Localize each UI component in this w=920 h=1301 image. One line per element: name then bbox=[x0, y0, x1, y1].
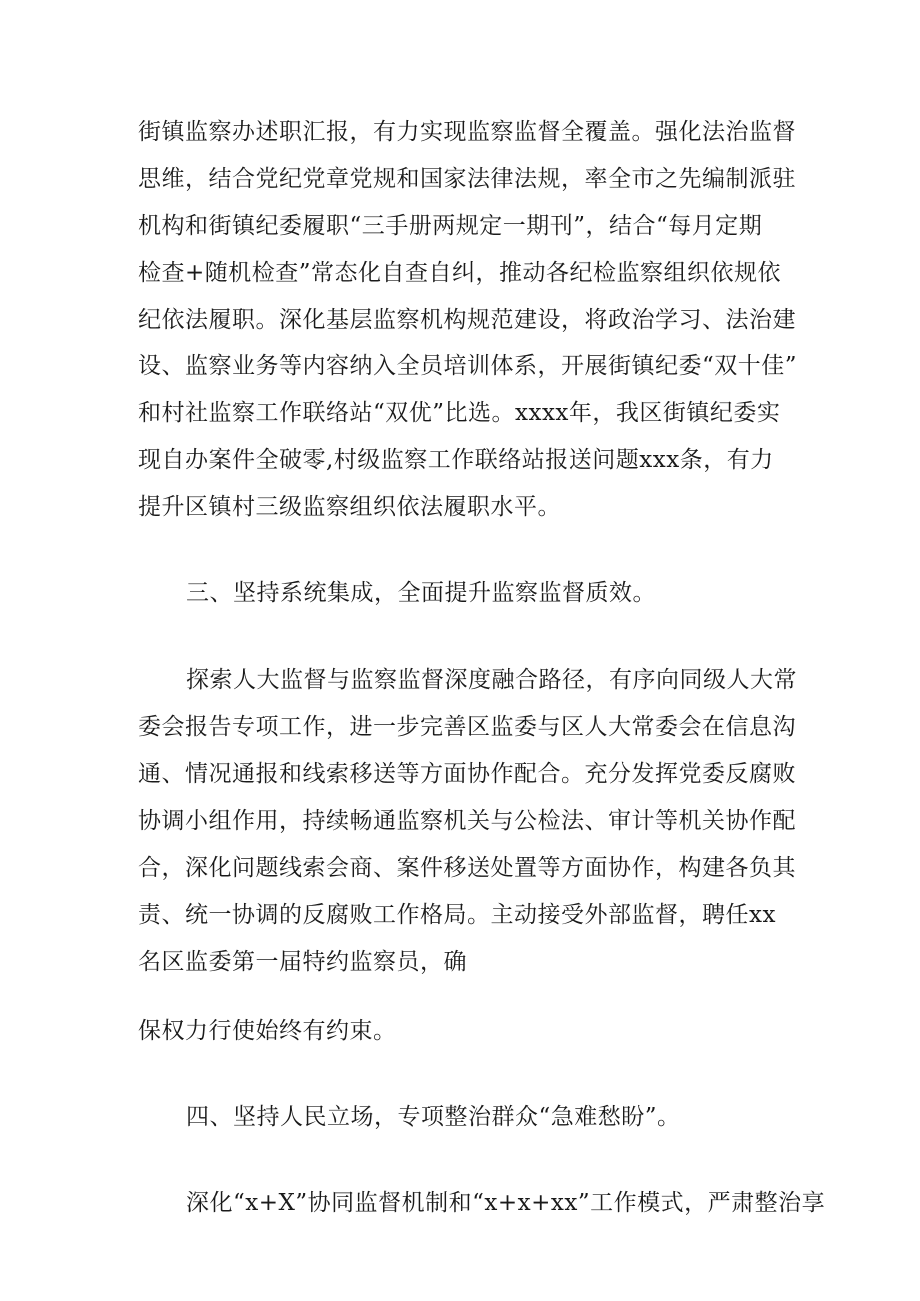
paragraph-line: 协调小组作用，持续畅通监察机关与公检法、审计等机关协作配 bbox=[138, 808, 796, 834]
paragraph-line: 通、情况通报和线索移送等方面协作配合。充分发挥党委反腐败 bbox=[138, 761, 796, 787]
paragraph-line: 名区监委第一届特约监察员，确 bbox=[138, 949, 467, 975]
paragraph-line: 思维，结合党纪党章党规和国家法律法规，率全市之先编制派驻 bbox=[138, 166, 796, 192]
paragraph-line: 委会报告专项工作，进一步完善区监委与区人大常委会在信息沟 bbox=[138, 714, 796, 740]
paragraph-line: 现自办案件全破零,村级监察工作联络站报送问题xxx条，有力 bbox=[138, 447, 774, 473]
section-heading-3: 三、坚持系统集成，全面提升监察监督质效。 bbox=[186, 580, 656, 606]
paragraph-line: 和村社监察工作联络站“双优”比选。xxxx年，我区街镇纪委实 bbox=[138, 400, 781, 426]
paragraph-line: 纪依法履职。深化基层监察机构规范建设，将政治学习、法治建 bbox=[138, 307, 796, 333]
paragraph-line: 探索人大监督与监察监督深度融合路径，有序向同级人大常 bbox=[186, 667, 797, 693]
paragraph-line: 检查+随机检查”常态化自查自纠，推动各纪检监察组织依规依 bbox=[138, 260, 782, 286]
paragraph-line: 深化“x+X”协同监督机制和“x+x+xx”工作模式，严肃整治享 bbox=[186, 1190, 826, 1216]
section-heading-4: 四、坚持人民立场，专项整治群众“急难愁盼”。 bbox=[186, 1104, 681, 1130]
paragraph-line: 合，深化问题线索会商、案件移送处置等方面协作，构建各负其 bbox=[138, 855, 796, 881]
paragraph-line: 机构和街镇纪委履职“三手册两规定一期刊”，结合“每月定期 bbox=[138, 213, 763, 239]
paragraph-line: 提升区镇村三级监察组织依法履职水平。 bbox=[138, 494, 561, 520]
paragraph-line: 设、监察业务等内容纳入全员培训体系，开展街镇纪委“双十佳” bbox=[138, 353, 798, 379]
paragraph-line: 责、统一协调的反腐败工作格局。主动接受外部监督，聘任xx bbox=[138, 902, 776, 928]
paragraph-line: 保权力行使始终有约束。 bbox=[138, 1018, 397, 1044]
paragraph-line: 街镇监察办述职汇报，有力实现监察监督全覆盖。强化法治监督 bbox=[138, 119, 796, 145]
